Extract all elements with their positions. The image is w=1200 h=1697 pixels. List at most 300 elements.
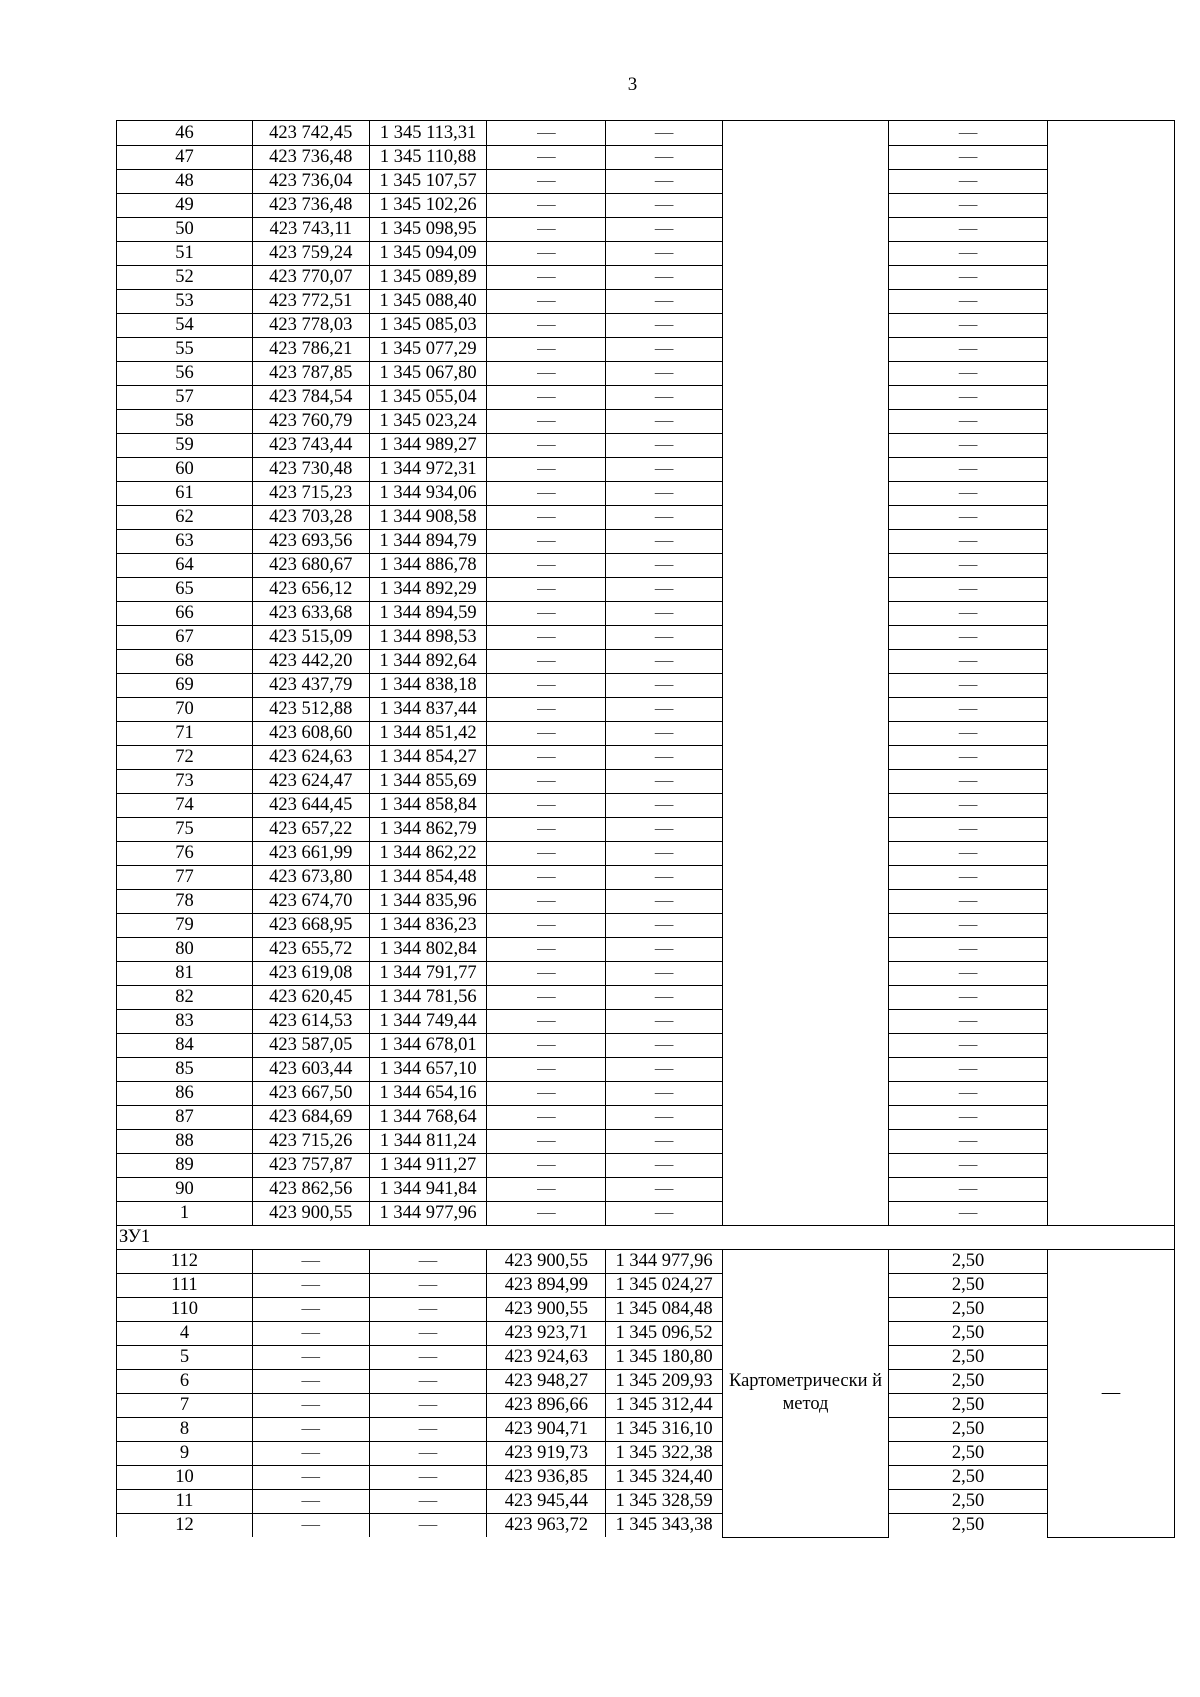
table-row: [117, 1346, 1175, 1370]
existing-x-cell: —: [252, 1466, 369, 1490]
existing-x-cell: 423 608,60: [252, 722, 369, 746]
accuracy-cell: —: [889, 458, 1048, 482]
table-row: [117, 578, 1175, 602]
table-row: [117, 818, 1175, 842]
accuracy-cell: —: [889, 530, 1048, 554]
new-x-cell: —: [487, 674, 606, 698]
existing-y-cell: —: [369, 1514, 487, 1538]
new-y-cell: —: [606, 1178, 723, 1202]
existing-y-cell: 1 344 854,27: [369, 746, 487, 770]
new-y-cell: —: [606, 1034, 723, 1058]
table-row: [117, 338, 1175, 362]
accuracy-cell: —: [889, 1154, 1048, 1178]
existing-y-cell: 1 344 836,23: [369, 914, 487, 938]
new-x-cell: —: [487, 434, 606, 458]
new-y-cell: —: [606, 218, 723, 242]
point-number-cell: 86: [117, 1082, 253, 1106]
existing-x-cell: 423 644,45: [252, 794, 369, 818]
new-y-cell: —: [606, 458, 723, 482]
coordinates-table-body: [117, 121, 1175, 1538]
new-y-cell: —: [606, 554, 723, 578]
existing-x-cell: 423 759,24: [252, 242, 369, 266]
existing-x-cell: 423 743,11: [252, 218, 369, 242]
table-row: [117, 314, 1175, 338]
new-y-cell: —: [606, 794, 723, 818]
table-row: [117, 698, 1175, 722]
point-number-cell: 66: [117, 602, 253, 626]
new-y-cell: 1 345 084,48: [606, 1298, 723, 1322]
accuracy-cell: —: [889, 1082, 1048, 1106]
new-y-cell: 1 345 322,38: [606, 1442, 723, 1466]
accuracy-cell: —: [889, 506, 1048, 530]
existing-y-cell: 1 344 654,16: [369, 1082, 487, 1106]
point-number-cell: 59: [117, 434, 253, 458]
point-number-cell: 12: [117, 1514, 253, 1538]
table-row: [117, 242, 1175, 266]
existing-y-cell: 1 344 854,48: [369, 866, 487, 890]
table-row: [117, 986, 1175, 1010]
point-number-cell: 61: [117, 482, 253, 506]
existing-x-cell: —: [252, 1514, 369, 1538]
point-number-cell: 112: [117, 1250, 253, 1274]
table-row: [117, 170, 1175, 194]
new-y-cell: 1 345 209,93: [606, 1370, 723, 1394]
accuracy-cell: —: [889, 986, 1048, 1010]
accuracy-cell: —: [889, 194, 1048, 218]
table-row: [117, 1130, 1175, 1154]
accuracy-cell: —: [889, 794, 1048, 818]
existing-x-cell: 423 730,48: [252, 458, 369, 482]
new-x-cell: —: [487, 506, 606, 530]
existing-y-cell: 1 344 892,64: [369, 650, 487, 674]
point-number-cell: 73: [117, 770, 253, 794]
new-y-cell: —: [606, 1130, 723, 1154]
accuracy-cell: —: [889, 1130, 1048, 1154]
table-row: [117, 722, 1175, 746]
point-number-cell: 11: [117, 1490, 253, 1514]
new-x-cell: —: [487, 1178, 606, 1202]
new-x-cell: —: [487, 1130, 606, 1154]
existing-y-cell: 1 345 085,03: [369, 314, 487, 338]
existing-x-cell: 423 667,50: [252, 1082, 369, 1106]
existing-y-cell: 1 344 934,06: [369, 482, 487, 506]
existing-y-cell: 1 344 802,84: [369, 938, 487, 962]
new-y-cell: —: [606, 698, 723, 722]
new-y-cell: —: [606, 722, 723, 746]
existing-y-cell: 1 344 972,31: [369, 458, 487, 482]
new-y-cell: —: [606, 770, 723, 794]
table-row: [117, 1322, 1175, 1346]
new-y-cell: —: [606, 818, 723, 842]
accuracy-cell: 2,50: [889, 1442, 1048, 1466]
point-number-cell: 110: [117, 1298, 253, 1322]
accuracy-cell: —: [889, 650, 1048, 674]
point-number-cell: 68: [117, 650, 253, 674]
table-row: [117, 458, 1175, 482]
existing-y-cell: —: [369, 1250, 487, 1274]
point-number-cell: 56: [117, 362, 253, 386]
new-y-cell: —: [606, 626, 723, 650]
point-number-cell: 48: [117, 170, 253, 194]
table-row: [117, 1106, 1175, 1130]
accuracy-cell: —: [889, 1058, 1048, 1082]
point-number-cell: 111: [117, 1274, 253, 1298]
accuracy-cell: —: [889, 746, 1048, 770]
table-row: [117, 1418, 1175, 1442]
existing-y-cell: —: [369, 1298, 487, 1322]
new-x-cell: 423 945,44: [487, 1490, 606, 1514]
existing-x-cell: 423 587,05: [252, 1034, 369, 1058]
new-x-cell: 423 894,99: [487, 1274, 606, 1298]
existing-y-cell: 1 344 858,84: [369, 794, 487, 818]
existing-x-cell: 423 757,87: [252, 1154, 369, 1178]
accuracy-cell: 2,50: [889, 1274, 1048, 1298]
new-y-cell: 1 345 343,38: [606, 1514, 723, 1538]
existing-y-cell: 1 344 894,79: [369, 530, 487, 554]
existing-y-cell: —: [369, 1394, 487, 1418]
existing-x-cell: 423 772,51: [252, 290, 369, 314]
table-row: [117, 626, 1175, 650]
new-x-cell: —: [487, 962, 606, 986]
point-number-cell: 77: [117, 866, 253, 890]
new-y-cell: 1 345 316,10: [606, 1418, 723, 1442]
new-x-cell: —: [487, 146, 606, 170]
accuracy-cell: 2,50: [889, 1298, 1048, 1322]
existing-x-cell: —: [252, 1370, 369, 1394]
existing-y-cell: —: [369, 1346, 487, 1370]
new-x-cell: —: [487, 170, 606, 194]
new-x-cell: —: [487, 1106, 606, 1130]
accuracy-cell: —: [889, 770, 1048, 794]
existing-y-cell: 1 345 067,80: [369, 362, 487, 386]
existing-x-cell: 423 786,21: [252, 338, 369, 362]
existing-x-cell: 423 661,99: [252, 842, 369, 866]
existing-x-cell: 423 619,08: [252, 962, 369, 986]
accuracy-cell: —: [889, 266, 1048, 290]
new-x-cell: —: [487, 866, 606, 890]
existing-y-cell: 1 345 113,31: [369, 121, 487, 146]
point-number-cell: 51: [117, 242, 253, 266]
new-y-cell: —: [606, 578, 723, 602]
point-number-cell: 88: [117, 1130, 253, 1154]
table-row: [117, 554, 1175, 578]
existing-x-cell: 423 657,22: [252, 818, 369, 842]
existing-y-cell: 1 344 837,44: [369, 698, 487, 722]
new-y-cell: —: [606, 338, 723, 362]
table-row: [117, 1394, 1175, 1418]
new-y-cell: —: [606, 530, 723, 554]
existing-x-cell: 423 900,55: [252, 1202, 369, 1226]
existing-y-cell: 1 345 089,89: [369, 266, 487, 290]
existing-x-cell: 423 656,12: [252, 578, 369, 602]
existing-x-cell: 423 862,56: [252, 1178, 369, 1202]
table-row: [117, 1250, 1175, 1274]
accuracy-cell: —: [889, 362, 1048, 386]
accuracy-cell: 2,50: [889, 1322, 1048, 1346]
new-y-cell: —: [606, 1106, 723, 1130]
existing-x-cell: 423 633,68: [252, 602, 369, 626]
table-row: [117, 914, 1175, 938]
existing-x-cell: —: [252, 1442, 369, 1466]
existing-x-cell: —: [252, 1490, 369, 1514]
accuracy-cell: —: [889, 914, 1048, 938]
existing-x-cell: 423 760,79: [252, 410, 369, 434]
existing-y-cell: 1 345 023,24: [369, 410, 487, 434]
new-y-cell: —: [606, 266, 723, 290]
new-x-cell: —: [487, 1034, 606, 1058]
accuracy-cell: —: [889, 1106, 1048, 1130]
point-number-cell: 55: [117, 338, 253, 362]
table-row: [117, 890, 1175, 914]
table-row: [117, 1178, 1175, 1202]
new-x-cell: —: [487, 266, 606, 290]
coordinates-table: [116, 120, 1175, 1538]
point-number-cell: 81: [117, 962, 253, 986]
point-number-cell: 78: [117, 890, 253, 914]
new-y-cell: —: [606, 890, 723, 914]
new-y-cell: —: [606, 506, 723, 530]
new-x-cell: —: [487, 218, 606, 242]
table-row: [117, 650, 1175, 674]
accuracy-cell: 2,50: [889, 1490, 1048, 1514]
existing-x-cell: 423 668,95: [252, 914, 369, 938]
table-row: [117, 1202, 1175, 1226]
new-x-cell: —: [487, 986, 606, 1010]
accuracy-cell: —: [889, 1178, 1048, 1202]
accuracy-cell: 2,50: [889, 1418, 1048, 1442]
existing-x-cell: —: [252, 1418, 369, 1442]
existing-x-cell: 423 655,72: [252, 938, 369, 962]
new-x-cell: —: [487, 482, 606, 506]
table-row: [117, 962, 1175, 986]
accuracy-cell: —: [889, 722, 1048, 746]
accuracy-cell: —: [889, 434, 1048, 458]
point-number-cell: 4: [117, 1322, 253, 1346]
accuracy-cell: —: [889, 674, 1048, 698]
existing-x-cell: 423 703,28: [252, 506, 369, 530]
new-y-cell: 1 345 180,80: [606, 1346, 723, 1370]
new-x-cell: 423 900,55: [487, 1298, 606, 1322]
table-row: [117, 386, 1175, 410]
new-x-cell: —: [487, 794, 606, 818]
existing-y-cell: 1 344 791,77: [369, 962, 487, 986]
page-number: 3: [627, 74, 638, 95]
existing-x-cell: 423 736,48: [252, 146, 369, 170]
new-x-cell: —: [487, 1010, 606, 1034]
existing-x-cell: 423 603,44: [252, 1058, 369, 1082]
accuracy-cell: —: [889, 146, 1048, 170]
existing-x-cell: 423 684,69: [252, 1106, 369, 1130]
existing-x-cell: 423 770,07: [252, 266, 369, 290]
new-x-cell: —: [487, 194, 606, 218]
point-number-cell: 79: [117, 914, 253, 938]
point-number-cell: 71: [117, 722, 253, 746]
point-number-cell: 65: [117, 578, 253, 602]
section-header-row: [117, 1226, 1175, 1250]
new-x-cell: —: [487, 386, 606, 410]
point-number-cell: 67: [117, 626, 253, 650]
table-row: [117, 770, 1175, 794]
existing-y-cell: 1 344 781,56: [369, 986, 487, 1010]
new-x-cell: —: [487, 842, 606, 866]
new-x-cell: —: [487, 314, 606, 338]
new-x-cell: —: [487, 938, 606, 962]
existing-x-cell: 423 674,70: [252, 890, 369, 914]
existing-x-cell: 423 515,09: [252, 626, 369, 650]
new-x-cell: —: [487, 770, 606, 794]
accuracy-cell: —: [889, 698, 1048, 722]
accuracy-cell: 2,50: [889, 1466, 1048, 1490]
accuracy-cell: —: [889, 242, 1048, 266]
table-row: [117, 1490, 1175, 1514]
existing-x-cell: 423 624,63: [252, 746, 369, 770]
point-number-cell: 69: [117, 674, 253, 698]
new-y-cell: —: [606, 314, 723, 338]
accuracy-cell: —: [889, 626, 1048, 650]
accuracy-cell: —: [889, 338, 1048, 362]
point-number-cell: 82: [117, 986, 253, 1010]
point-number-cell: 83: [117, 1010, 253, 1034]
accuracy-cell: —: [889, 386, 1048, 410]
table-row: [117, 1466, 1175, 1490]
table-row: [117, 1298, 1175, 1322]
accuracy-cell: —: [889, 170, 1048, 194]
new-y-cell: —: [606, 842, 723, 866]
new-y-cell: —: [606, 1058, 723, 1082]
table-row: [117, 434, 1175, 458]
new-x-cell: 423 896,66: [487, 1394, 606, 1418]
new-y-cell: —: [606, 1082, 723, 1106]
new-y-cell: —: [606, 1202, 723, 1226]
point-number-cell: 72: [117, 746, 253, 770]
new-x-cell: —: [487, 242, 606, 266]
existing-y-cell: 1 344 749,44: [369, 1010, 487, 1034]
point-number-cell: 63: [117, 530, 253, 554]
new-y-cell: 1 345 312,44: [606, 1394, 723, 1418]
new-x-cell: —: [487, 602, 606, 626]
existing-x-cell: 423 693,56: [252, 530, 369, 554]
method-cell: [722, 121, 888, 1226]
existing-x-cell: 423 614,53: [252, 1010, 369, 1034]
accuracy-cell: —: [889, 842, 1048, 866]
new-x-cell: 423 904,71: [487, 1418, 606, 1442]
table-row: [117, 938, 1175, 962]
table-row: [117, 146, 1175, 170]
existing-y-cell: 1 344 838,18: [369, 674, 487, 698]
point-number-cell: 47: [117, 146, 253, 170]
point-number-cell: 49: [117, 194, 253, 218]
new-y-cell: —: [606, 410, 723, 434]
existing-y-cell: 1 344 768,64: [369, 1106, 487, 1130]
accuracy-cell: —: [889, 866, 1048, 890]
existing-x-cell: 423 624,47: [252, 770, 369, 794]
new-y-cell: 1 345 328,59: [606, 1490, 723, 1514]
new-y-cell: —: [606, 170, 723, 194]
existing-y-cell: 1 344 855,69: [369, 770, 487, 794]
existing-y-cell: 1 345 110,88: [369, 146, 487, 170]
accuracy-cell: —: [889, 314, 1048, 338]
table-row: [117, 1370, 1175, 1394]
point-number-cell: 60: [117, 458, 253, 482]
existing-y-cell: —: [369, 1490, 487, 1514]
new-x-cell: 423 936,85: [487, 1466, 606, 1490]
point-number-cell: 64: [117, 554, 253, 578]
new-x-cell: —: [487, 722, 606, 746]
accuracy-cell: 2,50: [889, 1250, 1048, 1274]
table-row: [117, 1082, 1175, 1106]
accuracy-cell: 2,50: [889, 1514, 1048, 1538]
new-x-cell: 423 923,71: [487, 1322, 606, 1346]
accuracy-cell: —: [889, 218, 1048, 242]
existing-y-cell: 1 345 102,26: [369, 194, 487, 218]
accuracy-cell: —: [889, 121, 1048, 146]
accuracy-cell: —: [889, 890, 1048, 914]
point-number-cell: 74: [117, 794, 253, 818]
point-number-cell: 80: [117, 938, 253, 962]
new-x-cell: —: [487, 410, 606, 434]
table-row: [117, 362, 1175, 386]
new-x-cell: —: [487, 650, 606, 674]
table-row: [117, 1514, 1175, 1538]
existing-y-cell: 1 345 055,04: [369, 386, 487, 410]
existing-y-cell: 1 344 862,22: [369, 842, 487, 866]
table-row: [117, 290, 1175, 314]
existing-x-cell: 423 680,67: [252, 554, 369, 578]
new-x-cell: —: [487, 1082, 606, 1106]
new-y-cell: —: [606, 986, 723, 1010]
accuracy-cell: —: [889, 938, 1048, 962]
existing-x-cell: 423 736,04: [252, 170, 369, 194]
existing-x-cell: 423 743,44: [252, 434, 369, 458]
accuracy-cell: —: [889, 482, 1048, 506]
existing-y-cell: 1 344 886,78: [369, 554, 487, 578]
existing-y-cell: 1 345 077,29: [369, 338, 487, 362]
new-y-cell: —: [606, 650, 723, 674]
accuracy-cell: 2,50: [889, 1346, 1048, 1370]
accuracy-cell: —: [889, 1034, 1048, 1058]
table-row: [117, 842, 1175, 866]
existing-x-cell: —: [252, 1346, 369, 1370]
new-x-cell: —: [487, 458, 606, 482]
new-x-cell: —: [487, 338, 606, 362]
table-row: [117, 1442, 1175, 1466]
new-x-cell: 423 963,72: [487, 1514, 606, 1538]
new-y-cell: —: [606, 386, 723, 410]
new-y-cell: —: [606, 1010, 723, 1034]
accuracy-cell: 2,50: [889, 1370, 1048, 1394]
new-x-cell: —: [487, 578, 606, 602]
existing-x-cell: 423 736,48: [252, 194, 369, 218]
existing-y-cell: 1 344 892,29: [369, 578, 487, 602]
existing-y-cell: 1 345 107,57: [369, 170, 487, 194]
new-y-cell: —: [606, 121, 723, 146]
new-x-cell: —: [487, 1154, 606, 1178]
new-x-cell: —: [487, 290, 606, 314]
existing-y-cell: —: [369, 1466, 487, 1490]
point-number-cell: 90: [117, 1178, 253, 1202]
existing-y-cell: 1 344 835,96: [369, 890, 487, 914]
new-x-cell: —: [487, 530, 606, 554]
existing-x-cell: 423 512,88: [252, 698, 369, 722]
accuracy-cell: 2,50: [889, 1394, 1048, 1418]
table-row: [117, 530, 1175, 554]
existing-y-cell: 1 344 657,10: [369, 1058, 487, 1082]
existing-y-cell: 1 344 989,27: [369, 434, 487, 458]
existing-y-cell: —: [369, 1442, 487, 1466]
accuracy-cell: —: [889, 554, 1048, 578]
accuracy-cell: —: [889, 1010, 1048, 1034]
table-row: [117, 1010, 1175, 1034]
